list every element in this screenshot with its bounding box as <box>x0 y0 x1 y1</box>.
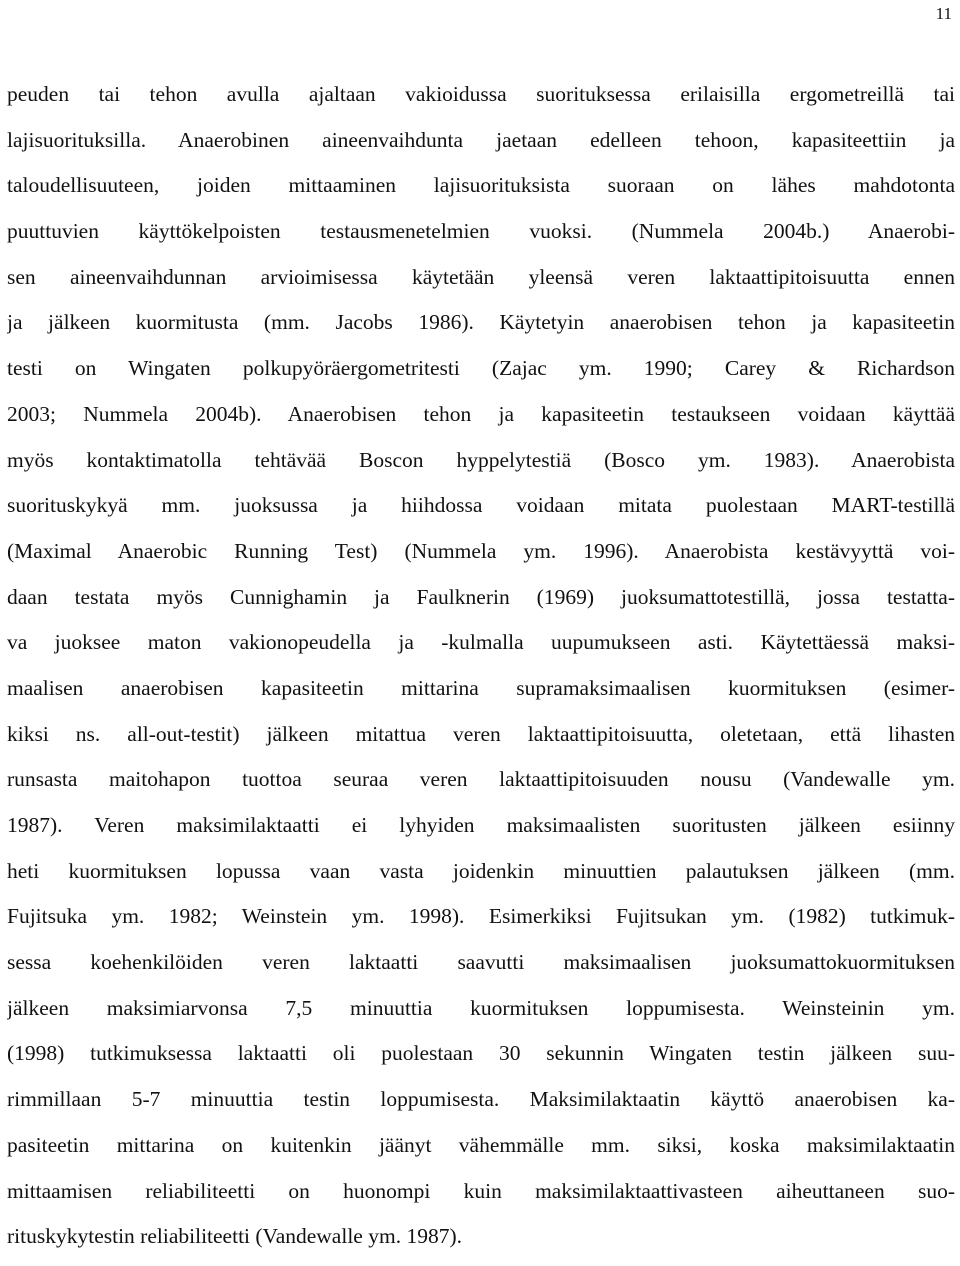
text-line: sen aineenvaihdunnan arvioimisessa käytetään yleensä veren laktaattipitoisuutta ennen <box>7 264 955 289</box>
text-line: rimmillaan 5-7 minuuttia testin loppumisesta. Maksimilaktaatin käyttö anaerobisen ka- <box>7 1087 955 1112</box>
text-line: ja jälkeen kuormitusta (mm. Jacobs 1986). Käytetyin anaerobisen tehon ja kapasiteetin <box>7 310 955 335</box>
text-line: maalisen anaerobisen kapasiteetin mittarina supramaksimaalisen kuormituksen (esimer- <box>7 675 955 700</box>
text-line: lajisuorituksilla. Anaerobinen aineenvaihdunta jaetaan edelleen tehoon, kapasiteettiin ja <box>7 127 955 152</box>
text-line: daan testata myös Cunnighamin ja Faulknerin (1969) juoksumattotestillä, jossa testatta- <box>7 584 955 609</box>
text-line: (Maximal Anaerobic Running Test) (Nummela ym. 1996). Anaerobista kestävyyttä voi- <box>7 538 955 563</box>
text-line: puuttuvien käyttökelpoisten testausmenetelmien vuoksi. (Nummela 2004b.) Anaerobi- <box>7 219 955 244</box>
text-line: mittaamisen reliabiliteetti on huonompi kuin maksimilaktaattivasteen aiheuttaneen suo- <box>7 1178 955 1203</box>
text-line: pasiteetin mittarina on kuitenkin jäänyt vähemmälle mm. siksi, koska maksimilaktaatin <box>7 1132 955 1157</box>
page-number: 11 <box>935 4 952 23</box>
text-line: kiksi ns. all-out-testit) jälkeen mitattua veren laktaattipitoisuutta, oletetaan, että lihasten <box>7 721 955 746</box>
body-paragraph <box>7 72 955 1260</box>
text-line: jälkeen maksimiarvonsa 7,5 minuuttia kuormituksen loppumisesta. Weinsteinin ym. <box>7 995 955 1020</box>
text-line: myös kontaktimatolla tehtävää Boscon hyppelytestiä (Bosco ym. 1983). Anaerobista <box>7 447 955 472</box>
text-line: peuden tai tehon avulla ajaltaan vakioidussa suorituksessa erilaisilla ergometreillä tai <box>7 82 955 106</box>
text-line: 2003; Nummela 2004b). Anaerobisen tehon ja kapasiteetin testaukseen voidaan käyttää <box>7 401 955 426</box>
text-line: Fujitsuka ym. 1982; Weinstein ym. 1998). Esimerkiksi Fujitsukan ym. (1982) tutkimuk- <box>7 904 955 929</box>
text-line: sessa koehenkilöiden veren laktaatti saavutti maksimaalisen juoksumattokuormituksen <box>7 950 955 975</box>
text-line: testi on Wingaten polkupyöräergometritesti (Zajac ym. 1990; Carey & Richardson <box>7 356 955 381</box>
text-line: rituskykytestin reliabiliteetti (Vandewalle ym. 1987). <box>7 1224 462 1249</box>
text-line: runsasta maitohapon tuottoa seuraa veren laktaattipitoisuuden nousu (Vandewalle ym. <box>7 767 955 792</box>
text-line: suorituskykyä mm. juoksussa ja hiihdossa voidaan mitata puolestaan MART-testillä <box>7 493 955 518</box>
text-line: taloudellisuuteen, joiden mittaaminen lajisuorituksista suoraan on lähes mahdotonta <box>7 173 955 198</box>
text-line: 1987). Veren maksimilaktaatti ei lyhyiden maksimaalisten suoritusten jälkeen esiinny <box>7 813 955 837</box>
text-line: (1998) tutkimuksessa laktaatti oli puolestaan 30 sekunnin Wingaten testin jälkeen suu- <box>7 1041 955 1066</box>
text-line: va juoksee maton vakionopeudella ja -kulmalla uupumukseen asti. Käytettäessä maksi- <box>7 630 955 655</box>
text-line: heti kuormituksen lopussa vaan vasta joidenkin minuuttien palautuksen jälkeen (mm. <box>7 858 955 883</box>
